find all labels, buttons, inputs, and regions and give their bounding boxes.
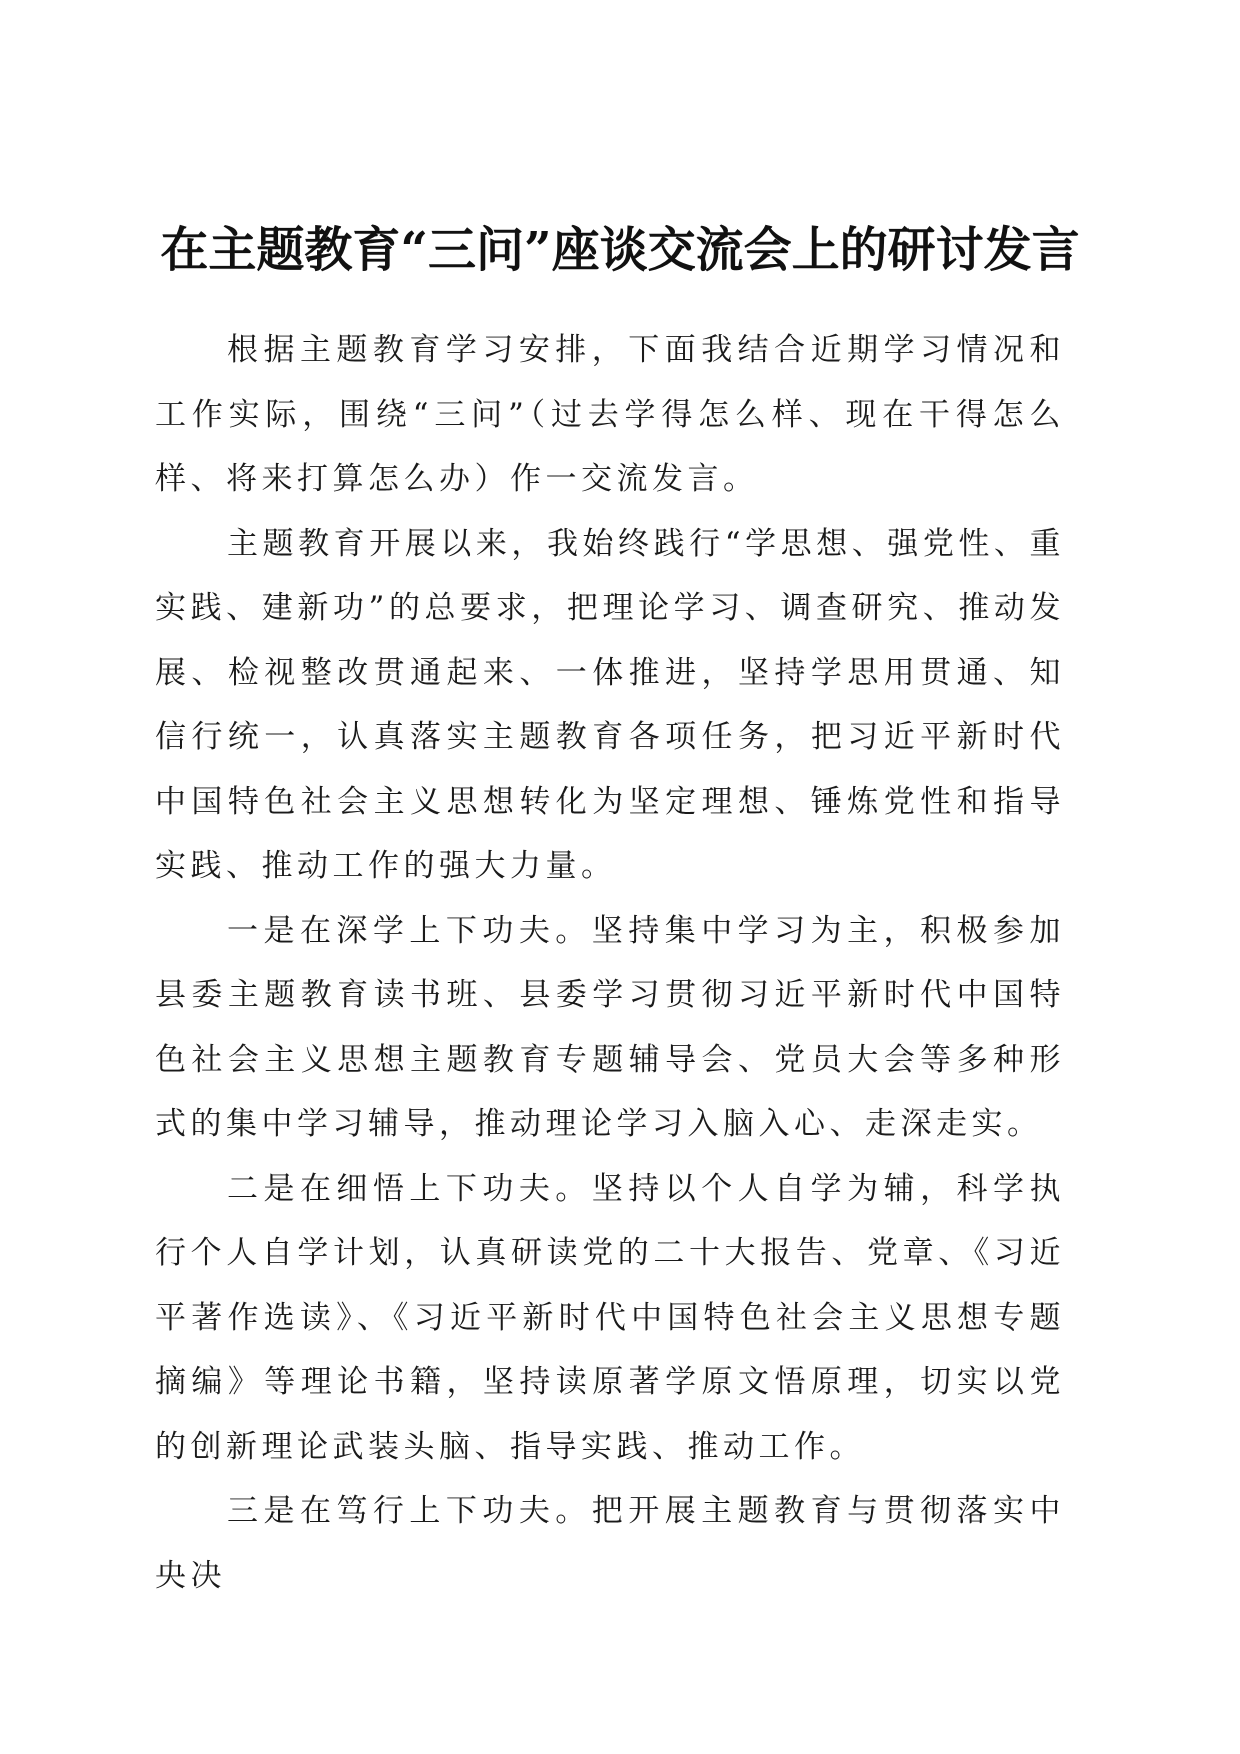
paragraph-careful-understanding: 二是在细悟上下功夫。坚持以个人自学为辅，科学执行个人自学计划，认真研读党的二十大报告、党章、《习近平著作选读》、《习近平新时代中国特色社会主义思想专题摘编》等理论书籍，坚持读原著学原文悟原理，切实以党的创新理论武装头脑、指导实践、推动工作。	[155, 1170, 1065, 1465]
document-body	[155, 318, 1065, 1608]
paragraph-intro: 根据主题教育学习安排，下面我结合近期学习情况和工作实际，围绕“三问”（过去学得怎么样、现在干得怎么样、将来打算怎么办）作一交流发言。	[155, 332, 1065, 497]
document-title: 在主题教育“三问”座谈交流会上的研讨发言	[160, 222, 1080, 278]
paragraph-deep-study: 一是在深学上下功夫。坚持集中学习为主，积极参加县委主题教育读书班、县委学习贯彻习近平新时代中国特色社会主义思想主题教育专题辅导会、党员大会等多种形式的集中学习辅导，推动理论学习入脑入心、走深走实。	[155, 912, 1065, 1142]
paragraph-overview: 主题教育开展以来，我始终践行“学思想、强党性、重实践、建新功”的总要求，把理论学习、调查研究、推动发展、检视整改贯通起来、一体推进，坚持学思用贯通、知信行统一，认真落实主题教育各项任务，把习近平新时代中国特色社会主义思想转化为坚定理想、锤炼党性和指导实践、推动工作的强大力量。	[155, 525, 1065, 884]
paragraph-earnest-practice: 三是在笃行上下功夫。把开展主题教育与贯彻落实中央决	[155, 1493, 1065, 1594]
